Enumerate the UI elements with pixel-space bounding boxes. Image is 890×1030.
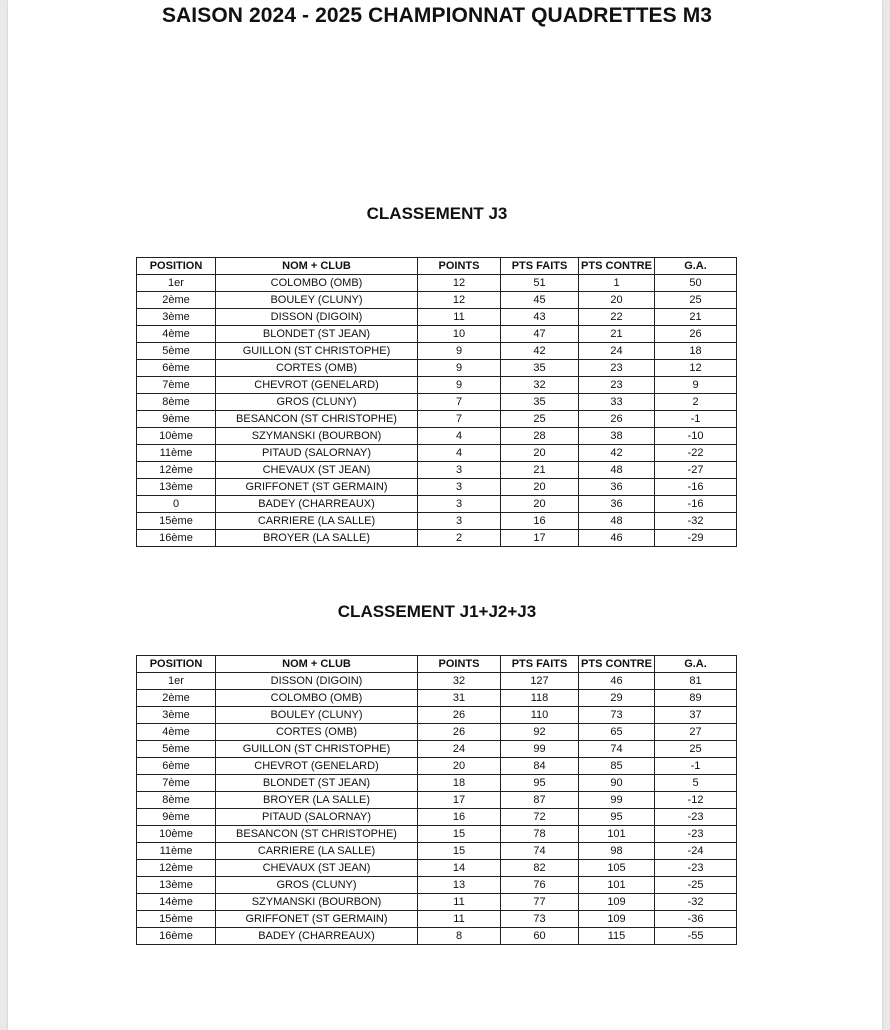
pts-faits-cell: 76 [501, 877, 579, 894]
position-cell: 11ème [137, 843, 216, 860]
ga-cell: -32 [655, 513, 737, 530]
pts-faits-cell: 32 [501, 377, 579, 394]
ga-cell: -55 [655, 928, 737, 945]
table-row [137, 326, 737, 343]
pts-faits-cell: 47 [501, 326, 579, 343]
ga-cell: 18 [655, 343, 737, 360]
table-row [137, 377, 737, 394]
pts-contre-cell: 65 [579, 724, 655, 741]
pts-contre-cell: 21 [579, 326, 655, 343]
pts-contre-cell: 101 [579, 877, 655, 894]
table-row [137, 792, 737, 809]
column-header-ga: G.A. [655, 258, 737, 275]
position-cell: 0 [137, 496, 216, 513]
ga-cell: -10 [655, 428, 737, 445]
position-cell: 10ème [137, 826, 216, 843]
table-row [137, 860, 737, 877]
table-row [137, 479, 737, 496]
pts-contre-cell: 109 [579, 911, 655, 928]
table-row [137, 690, 737, 707]
table-row [137, 894, 737, 911]
pts-contre-cell: 20 [579, 292, 655, 309]
pts-contre-cell: 99 [579, 792, 655, 809]
position-cell: 5ème [137, 343, 216, 360]
column-header-name-club: NOM + CLUB [216, 656, 418, 673]
column-header-points: POINTS [418, 656, 501, 673]
points-cell: 15 [418, 843, 501, 860]
position-cell: 16ème [137, 928, 216, 945]
table-row [137, 758, 737, 775]
pts-faits-cell: 84 [501, 758, 579, 775]
pts-contre-cell: 48 [579, 462, 655, 479]
points-cell: 17 [418, 792, 501, 809]
table-row [137, 707, 737, 724]
position-cell: 16ème [137, 530, 216, 547]
pts-contre-cell: 109 [579, 894, 655, 911]
pts-contre-cell: 24 [579, 343, 655, 360]
points-cell: 24 [418, 741, 501, 758]
header-row [137, 656, 737, 673]
position-cell: 13ème [137, 877, 216, 894]
ga-cell: 2 [655, 394, 737, 411]
points-cell: 3 [418, 496, 501, 513]
table-header [137, 258, 737, 275]
pts-faits-cell: 20 [501, 479, 579, 496]
points-cell: 9 [418, 360, 501, 377]
pts-contre-cell: 42 [579, 445, 655, 462]
name-club-cell: CARRIERE (LA SALLE) [216, 513, 418, 530]
table-row [137, 411, 737, 428]
ga-cell: -23 [655, 809, 737, 826]
ga-cell: -27 [655, 462, 737, 479]
pts-contre-cell: 1 [579, 275, 655, 292]
pts-contre-cell: 46 [579, 530, 655, 547]
ga-cell: 81 [655, 673, 737, 690]
name-club-cell: BOULEY (CLUNY) [216, 707, 418, 724]
table-row [137, 911, 737, 928]
section-title-j3: CLASSEMENT J3 [366, 204, 508, 223]
ga-cell: 37 [655, 707, 737, 724]
pts-faits-cell: 42 [501, 343, 579, 360]
name-club-cell: CARRIERE (LA SALLE) [216, 843, 418, 860]
name-club-cell: BLONDET (ST JEAN) [216, 326, 418, 343]
name-club-cell: CHEVROT (GENELARD) [216, 377, 418, 394]
name-club-cell: CHEVROT (GENELARD) [216, 758, 418, 775]
pts-faits-cell: 77 [501, 894, 579, 911]
ga-cell: 50 [655, 275, 737, 292]
pts-contre-cell: 38 [579, 428, 655, 445]
column-header-pts-faits: PTS FAITS [501, 656, 579, 673]
column-header-position: POSITION [137, 656, 216, 673]
ga-cell: -1 [655, 411, 737, 428]
name-club-cell: SZYMANSKI (BOURBON) [216, 428, 418, 445]
pts-faits-cell: 45 [501, 292, 579, 309]
table-row [137, 360, 737, 377]
column-header-pts-faits: PTS FAITS [501, 258, 579, 275]
table-row [137, 826, 737, 843]
position-cell: 8ème [137, 792, 216, 809]
ga-cell: -12 [655, 792, 737, 809]
ranking-table-j3 [136, 257, 737, 547]
pts-faits-cell: 110 [501, 707, 579, 724]
points-cell: 4 [418, 428, 501, 445]
table-body [137, 275, 737, 547]
name-club-cell: BESANCON (ST CHRISTOPHE) [216, 411, 418, 428]
table-row [137, 496, 737, 513]
points-cell: 11 [418, 309, 501, 326]
ga-cell: 89 [655, 690, 737, 707]
position-cell: 1er [137, 275, 216, 292]
pts-contre-cell: 33 [579, 394, 655, 411]
pts-contre-cell: 90 [579, 775, 655, 792]
table-row [137, 292, 737, 309]
ga-cell: 26 [655, 326, 737, 343]
pts-contre-cell: 48 [579, 513, 655, 530]
points-cell: 3 [418, 513, 501, 530]
pts-faits-cell: 16 [501, 513, 579, 530]
table-row [137, 428, 737, 445]
pts-contre-cell: 46 [579, 673, 655, 690]
column-header-position: POSITION [137, 258, 216, 275]
pts-faits-cell: 72 [501, 809, 579, 826]
pts-contre-cell: 74 [579, 741, 655, 758]
points-cell: 12 [418, 292, 501, 309]
name-club-cell: CHEVAUX (ST JEAN) [216, 462, 418, 479]
pts-contre-cell: 36 [579, 496, 655, 513]
position-cell: 1er [137, 673, 216, 690]
points-cell: 7 [418, 394, 501, 411]
table-row [137, 513, 737, 530]
points-cell: 16 [418, 809, 501, 826]
points-cell: 10 [418, 326, 501, 343]
table-row [137, 394, 737, 411]
ga-cell: 25 [655, 741, 737, 758]
position-cell: 9ème [137, 411, 216, 428]
name-club-cell: GUILLON (ST CHRISTOPHE) [216, 343, 418, 360]
pts-faits-cell: 127 [501, 673, 579, 690]
table-row [137, 309, 737, 326]
points-cell: 3 [418, 462, 501, 479]
points-cell: 26 [418, 707, 501, 724]
points-cell: 7 [418, 411, 501, 428]
position-cell: 12ème [137, 860, 216, 877]
column-header-ga: G.A. [655, 656, 737, 673]
points-cell: 8 [418, 928, 501, 945]
pts-faits-cell: 43 [501, 309, 579, 326]
points-cell: 3 [418, 479, 501, 496]
pts-faits-cell: 99 [501, 741, 579, 758]
name-club-cell: SZYMANSKI (BOURBON) [216, 894, 418, 911]
name-club-cell: COLOMBO (OMB) [216, 690, 418, 707]
name-club-cell: BLONDET (ST JEAN) [216, 775, 418, 792]
name-club-cell: GRIFFONET (ST GERMAIN) [216, 479, 418, 496]
points-cell: 9 [418, 343, 501, 360]
ga-cell: 21 [655, 309, 737, 326]
name-club-cell: BADEY (CHARREAUX) [216, 928, 418, 945]
points-cell: 11 [418, 894, 501, 911]
ga-cell: -29 [655, 530, 737, 547]
pts-contre-cell: 115 [579, 928, 655, 945]
position-cell: 12ème [137, 462, 216, 479]
position-cell: 7ème [137, 775, 216, 792]
pts-faits-cell: 95 [501, 775, 579, 792]
pts-faits-cell: 87 [501, 792, 579, 809]
name-club-cell: DISSON (DIGOIN) [216, 309, 418, 326]
table-row [137, 343, 737, 360]
name-club-cell: GRIFFONET (ST GERMAIN) [216, 911, 418, 928]
pts-faits-cell: 78 [501, 826, 579, 843]
name-club-cell: CORTES (OMB) [216, 360, 418, 377]
points-cell: 11 [418, 911, 501, 928]
points-cell: 12 [418, 275, 501, 292]
table-row [137, 462, 737, 479]
column-header-points: POINTS [418, 258, 501, 275]
ga-cell: -36 [655, 911, 737, 928]
pts-faits-cell: 25 [501, 411, 579, 428]
pts-faits-cell: 51 [501, 275, 579, 292]
pts-faits-cell: 35 [501, 360, 579, 377]
points-cell: 14 [418, 860, 501, 877]
column-header-name-club: NOM + CLUB [216, 258, 418, 275]
points-cell: 18 [418, 775, 501, 792]
column-header-pts-contre: PTS CONTRE [579, 656, 655, 673]
position-cell: 3ème [137, 707, 216, 724]
ga-cell: -22 [655, 445, 737, 462]
ga-cell: -23 [655, 860, 737, 877]
position-cell: 11ème [137, 445, 216, 462]
pts-faits-cell: 73 [501, 911, 579, 928]
ga-cell: -16 [655, 496, 737, 513]
ga-cell: -25 [655, 877, 737, 894]
pts-faits-cell: 20 [501, 496, 579, 513]
position-cell: 8ème [137, 394, 216, 411]
points-cell: 15 [418, 826, 501, 843]
name-club-cell: BADEY (CHARREAUX) [216, 496, 418, 513]
pts-faits-cell: 92 [501, 724, 579, 741]
ga-cell: 5 [655, 775, 737, 792]
position-cell: 6ème [137, 758, 216, 775]
points-cell: 26 [418, 724, 501, 741]
table-row [137, 724, 737, 741]
pts-faits-cell: 28 [501, 428, 579, 445]
position-cell: 14ème [137, 894, 216, 911]
points-cell: 32 [418, 673, 501, 690]
name-club-cell: BROYER (LA SALLE) [216, 530, 418, 547]
pts-faits-cell: 74 [501, 843, 579, 860]
name-club-cell: COLOMBO (OMB) [216, 275, 418, 292]
pts-faits-cell: 118 [501, 690, 579, 707]
position-cell: 13ème [137, 479, 216, 496]
pts-contre-cell: 73 [579, 707, 655, 724]
ga-cell: -32 [655, 894, 737, 911]
name-club-cell: PITAUD (SALORNAY) [216, 809, 418, 826]
table-row [137, 775, 737, 792]
name-club-cell: DISSON (DIGOIN) [216, 673, 418, 690]
table-row [137, 530, 737, 547]
pts-faits-cell: 20 [501, 445, 579, 462]
table-row [137, 741, 737, 758]
name-club-cell: BROYER (LA SALLE) [216, 792, 418, 809]
pts-contre-cell: 101 [579, 826, 655, 843]
table-row [137, 877, 737, 894]
table-row [137, 445, 737, 462]
pts-faits-cell: 60 [501, 928, 579, 945]
position-cell: 7ème [137, 377, 216, 394]
pts-faits-cell: 82 [501, 860, 579, 877]
table-row [137, 275, 737, 292]
pts-faits-cell: 17 [501, 530, 579, 547]
header-row [137, 258, 737, 275]
pts-contre-cell: 95 [579, 809, 655, 826]
name-club-cell: CHEVAUX (ST JEAN) [216, 860, 418, 877]
pts-contre-cell: 23 [579, 377, 655, 394]
pts-contre-cell: 98 [579, 843, 655, 860]
table-header [137, 656, 737, 673]
pts-faits-cell: 21 [501, 462, 579, 479]
points-cell: 20 [418, 758, 501, 775]
pts-contre-cell: 29 [579, 690, 655, 707]
table-body [137, 673, 737, 945]
section-title-j1-j2-j3: CLASSEMENT J1+J2+J3 [337, 602, 537, 621]
position-cell: 9ème [137, 809, 216, 826]
table-row [137, 809, 737, 826]
ga-cell: 12 [655, 360, 737, 377]
ga-cell: -24 [655, 843, 737, 860]
points-cell: 4 [418, 445, 501, 462]
pts-faits-cell: 35 [501, 394, 579, 411]
table-row [137, 843, 737, 860]
ranking-table-j1-j2-j3 [136, 655, 737, 945]
position-cell: 15ème [137, 911, 216, 928]
pts-contre-cell: 105 [579, 860, 655, 877]
position-cell: 3ème [137, 309, 216, 326]
name-club-cell: CORTES (OMB) [216, 724, 418, 741]
points-cell: 13 [418, 877, 501, 894]
ga-cell: -1 [655, 758, 737, 775]
ga-cell: -16 [655, 479, 737, 496]
position-cell: 4ème [137, 326, 216, 343]
column-header-pts-contre: PTS CONTRE [579, 258, 655, 275]
name-club-cell: GROS (CLUNY) [216, 394, 418, 411]
points-cell: 9 [418, 377, 501, 394]
name-club-cell: GROS (CLUNY) [216, 877, 418, 894]
position-cell: 15ème [137, 513, 216, 530]
points-cell: 31 [418, 690, 501, 707]
pts-contre-cell: 23 [579, 360, 655, 377]
position-cell: 6ème [137, 360, 216, 377]
position-cell: 4ème [137, 724, 216, 741]
name-club-cell: BOULEY (CLUNY) [216, 292, 418, 309]
ga-cell: 25 [655, 292, 737, 309]
pts-contre-cell: 85 [579, 758, 655, 775]
document-title: SAISON 2024 - 2025 CHAMPIONNAT QUADRETTES M3 [161, 4, 713, 27]
position-cell: 5ème [137, 741, 216, 758]
position-cell: 2ème [137, 690, 216, 707]
table-row [137, 928, 737, 945]
name-club-cell: GUILLON (ST CHRISTOPHE) [216, 741, 418, 758]
pts-contre-cell: 36 [579, 479, 655, 496]
points-cell: 2 [418, 530, 501, 547]
pts-contre-cell: 26 [579, 411, 655, 428]
table-row [137, 673, 737, 690]
ga-cell: 9 [655, 377, 737, 394]
ga-cell: 27 [655, 724, 737, 741]
position-cell: 2ème [137, 292, 216, 309]
pts-contre-cell: 22 [579, 309, 655, 326]
ga-cell: -23 [655, 826, 737, 843]
name-club-cell: PITAUD (SALORNAY) [216, 445, 418, 462]
name-club-cell: BESANCON (ST CHRISTOPHE) [216, 826, 418, 843]
position-cell: 10ème [137, 428, 216, 445]
